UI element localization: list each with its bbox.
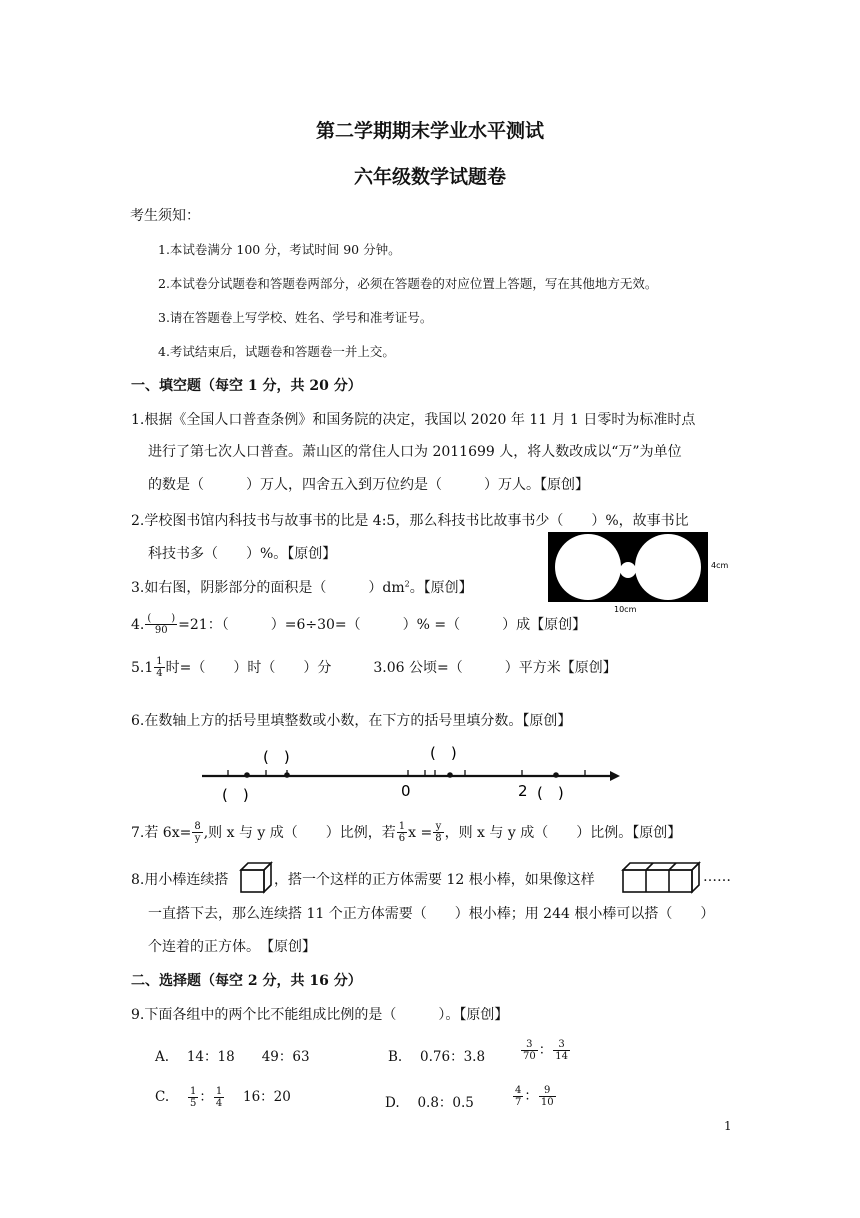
notice-item: 4.考试结束后，试题卷和答题卷一并上交。: [158, 344, 395, 359]
numerator: 3: [526, 1038, 533, 1050]
point-dot: [447, 772, 453, 778]
question-8-line: 个连着的正方体。 【原创】: [148, 939, 316, 955]
question-5-number: 5.1: [131, 660, 154, 676]
numerator: y: [435, 821, 442, 832]
denominator: 6: [398, 833, 406, 844]
question-1-line: 的数是（ ）万人，四舍五入到万位约是（ ）万人。【原创】: [148, 477, 589, 493]
point-dot: [244, 772, 250, 778]
option-text: 0.8：0.5: [417, 1095, 474, 1111]
question-3-text: 3.如右图，阴影部分的面积是（ ）dm: [131, 580, 405, 596]
numerator: 1: [215, 1085, 223, 1097]
tick-label-2: 2: [518, 782, 528, 800]
notice-item: 3.请在答题卷上写学校、姓名、学号和准考证号。: [158, 310, 433, 325]
denominator: 8: [435, 833, 442, 844]
section-heading: 一、填空题（每空 1 分，共 20 分）: [131, 378, 362, 394]
denominator: 70: [523, 1050, 536, 1062]
point-dot: [284, 772, 290, 778]
denominator: 7: [515, 1096, 522, 1108]
question-4-number: 4.: [131, 617, 145, 633]
point-dot: [553, 772, 559, 778]
height-label: 4cm: [711, 561, 729, 570]
circles-figure: [548, 532, 748, 616]
lower-blank: ( ): [222, 786, 249, 804]
small-circle: [620, 562, 636, 578]
question-6-text: 6.在数轴上方的括号里填整数或小数，在下方的括号里填分数。【原创】: [131, 713, 572, 729]
numerator: 1: [398, 821, 406, 832]
option-label: D.: [385, 1095, 400, 1111]
notice-item: 1.本试卷满分 100 分，考试时间 90 分钟。: [158, 242, 401, 257]
question-8-text: 8.用小棒连续搭: [131, 872, 229, 888]
question-7-text: ,则 x 与 y 成（ ）比例，若: [203, 825, 396, 841]
denominator: 14: [555, 1050, 568, 1062]
option-text: 16：20: [242, 1089, 291, 1105]
question-4-text: =21：（ ）=6÷30=（ ）% =（ ）成【原创】: [178, 617, 587, 633]
question-7-line: [131, 822, 681, 844]
question-5-line: [131, 657, 617, 679]
fraction: [192, 822, 202, 844]
ratio-sign: ：: [199, 1089, 213, 1105]
question-1-line: 1.根据《全国人口普查条例》和国务院的决定，我国以 2020 年 11 月 1 日零时为标准时点: [131, 412, 696, 428]
numerator: 1: [189, 1085, 197, 1097]
fraction: [521, 1040, 538, 1062]
option-label: B.: [388, 1049, 403, 1065]
question-7-text: x =: [408, 825, 433, 841]
question-7-text: 7.若 6x=: [131, 825, 192, 841]
upper-blank: ( ): [430, 744, 457, 762]
left-circle: [555, 534, 621, 600]
option-b: [388, 1045, 485, 1065]
arrow-head: [610, 771, 620, 781]
fraction: [433, 822, 443, 844]
fraction: [553, 1040, 570, 1062]
fraction: [513, 1086, 523, 1108]
option-a: [155, 1045, 310, 1065]
numerator: 8: [194, 821, 201, 832]
page-number: 1: [724, 1119, 732, 1133]
question-7-text: ，则 x 与 y 成（ ）比例。【原创】: [444, 825, 682, 841]
fraction: [154, 657, 164, 679]
denominator: 90: [145, 624, 177, 636]
option-b-fractions: [520, 1038, 571, 1062]
question-5-text: 时=（ ）时（ ）分 3.06 公顷=（ ）平方米【原创】: [165, 660, 617, 676]
numerator: 9: [544, 1084, 551, 1096]
fraction: [145, 614, 177, 636]
option-label: A.: [155, 1049, 170, 1065]
single-cube-icon: [238, 860, 274, 894]
question-8-line: 一直搭下去，那么连续搭 11 个正方体需要（ ）根小棒；用 244 根小棒可以搭（ ）: [148, 906, 715, 922]
denominator: 10: [540, 1096, 554, 1108]
question-3-line: [131, 577, 473, 597]
denominator: 5: [189, 1097, 197, 1109]
section-heading: 二、选择题（每空 2 分，共 16 分）: [131, 973, 362, 989]
option-text: 0.76：3.8: [420, 1049, 486, 1065]
ellipsis: ……: [703, 869, 731, 885]
ratio-sign: ：: [524, 1088, 538, 1104]
question-9-stem: 9.下面各组中的两个比不能组成比例的是（ ）。【原创】: [131, 1007, 509, 1023]
right-circle: [635, 534, 701, 600]
lower-blank: ( ): [537, 784, 564, 802]
ratio-sign: ：: [538, 1042, 553, 1058]
fraction: [188, 1087, 198, 1109]
question-2-line: 2.学校图书馆内科技书与故事书的比是 4:5，那么科技书比故事书少（ ）%，故事书比: [131, 513, 689, 529]
question-4-line: [131, 614, 586, 636]
option-d-fractions: [512, 1084, 557, 1108]
page-title: 第二学期期末学业水平测试: [315, 120, 544, 142]
numerator: 4: [515, 1084, 522, 1096]
denominator: 4: [156, 668, 163, 679]
question-3-tag: 。【原创】: [409, 580, 473, 596]
fraction: [214, 1087, 224, 1109]
notice-item: 2.本试卷分试题卷和答题卷两部分，必须在答题卷的对应位置上答题，写在其他地方无效。: [158, 276, 658, 291]
denominator: y: [192, 832, 202, 844]
question-2-line: 科技书多（ ）%。【原创】: [148, 546, 337, 562]
numerator: 1: [156, 656, 163, 667]
option-d: [385, 1091, 474, 1111]
notice-heading: 考生须知：: [130, 208, 200, 224]
numerator: 3: [558, 1038, 565, 1050]
question-1-line: 进行了第七次人口普查。萧山区的常住人口为 2011699 人，将人数改成以“万”为单位: [148, 444, 682, 460]
width-label: 10cm: [614, 605, 637, 614]
upper-blank: ( ): [263, 748, 290, 766]
option-label: C.: [155, 1089, 170, 1105]
fraction: [539, 1086, 556, 1108]
tick-label-0: 0: [401, 782, 411, 800]
cube-row-icon: [620, 860, 702, 894]
option-c: [155, 1085, 291, 1109]
page-subtitle: 六年级数学试题卷: [353, 166, 506, 188]
fraction: [397, 822, 407, 844]
number-line-figure: [198, 740, 622, 806]
question-8-text: ，搭一个这样的正方体需要 12 根小棒，如果像这样: [274, 872, 595, 888]
numerator: ( ): [147, 613, 176, 624]
denominator: 4: [215, 1097, 223, 1109]
option-text: 14：18 49：63: [186, 1049, 310, 1065]
superscript: 2: [404, 579, 410, 589]
